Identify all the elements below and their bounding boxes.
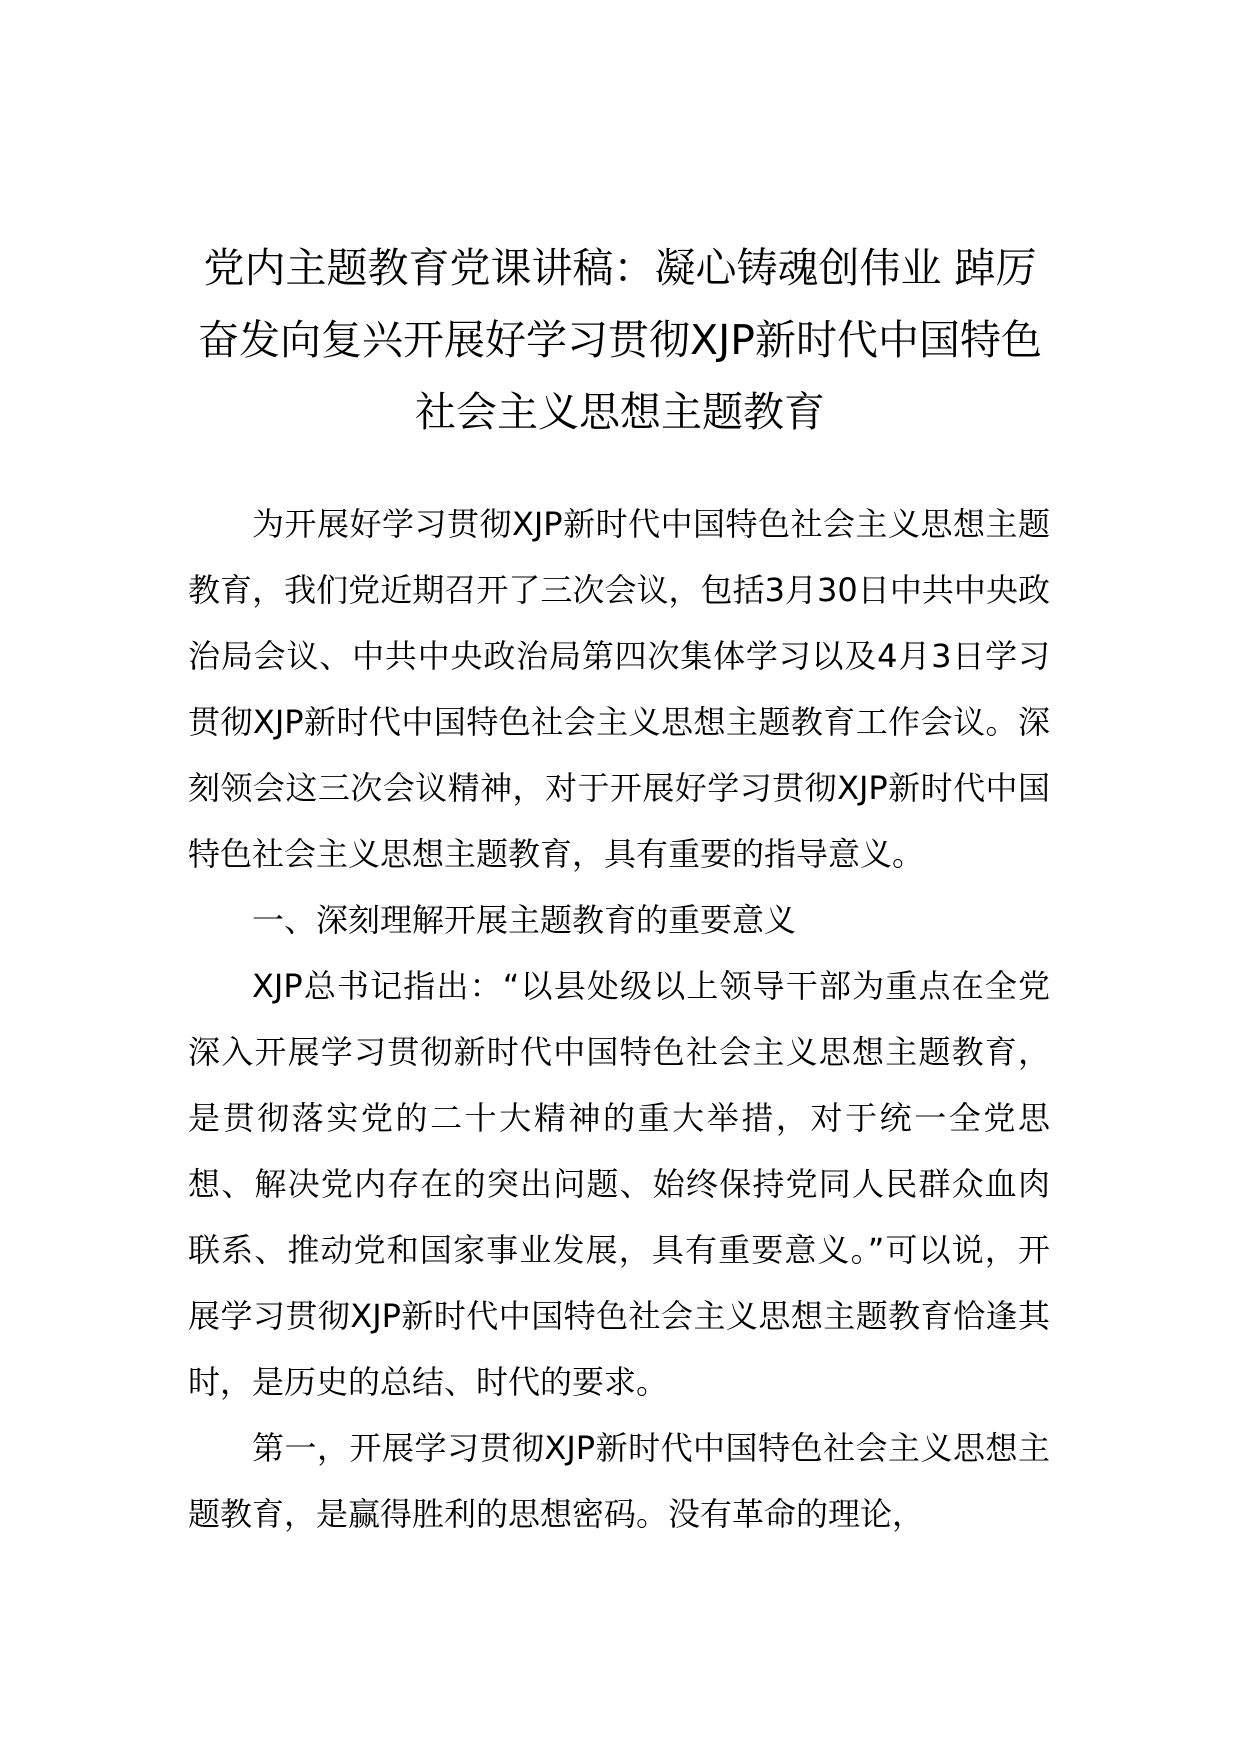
section-heading: 一、深刻理解开展主题教育的重要意义 <box>252 901 797 939</box>
paragraph-quote: XJP总书记指出：“以县处级以上领导干部为重点在全党深入开展学习贯彻新时代中国特色社会主义思想主题教育，是贯彻落实党的二十大精神的重大举措，对于统一全党思想、解决党内存在的突出问题、始终保持党同人民群众血肉联系、推动党和国家事业发展，具有重要意义。”可以说，开展学习贯彻XJP新时代中国特色社会主义思想主题教育恰逢其时，是历史的总结、时代的要求。 <box>188 967 1050 1401</box>
paragraph-intro: 为开展好学习贯彻XJP新时代中国特色社会主义思想主题教育，我们党近期召开了三次会议，包括3月30日中共中央政治局会议、中共中央政治局第四次集体学习以及4月3日学习贯彻XJP新时代中国特色社会主义思想主题教育工作会议。深刻领会这三次会议精神，对于开展好学习贯彻XJP新时代中国特色社会主义思想主题教育，具有重要的指导意义。 <box>188 505 1050 873</box>
document-body <box>188 491 1050 1547</box>
document-title: 党内主题教育党课讲稿：凝心铸魂创伟业 踔厉奋发向复兴开展好学习贯彻XJP新时代中国特色社会主义思想主题教育 <box>198 244 1042 436</box>
paragraph-first-point: 第一，开展学习贯彻XJP新时代中国特色社会主义思想主题教育，是赢得胜利的思想密码。没有革命的理论， <box>188 1429 1050 1533</box>
